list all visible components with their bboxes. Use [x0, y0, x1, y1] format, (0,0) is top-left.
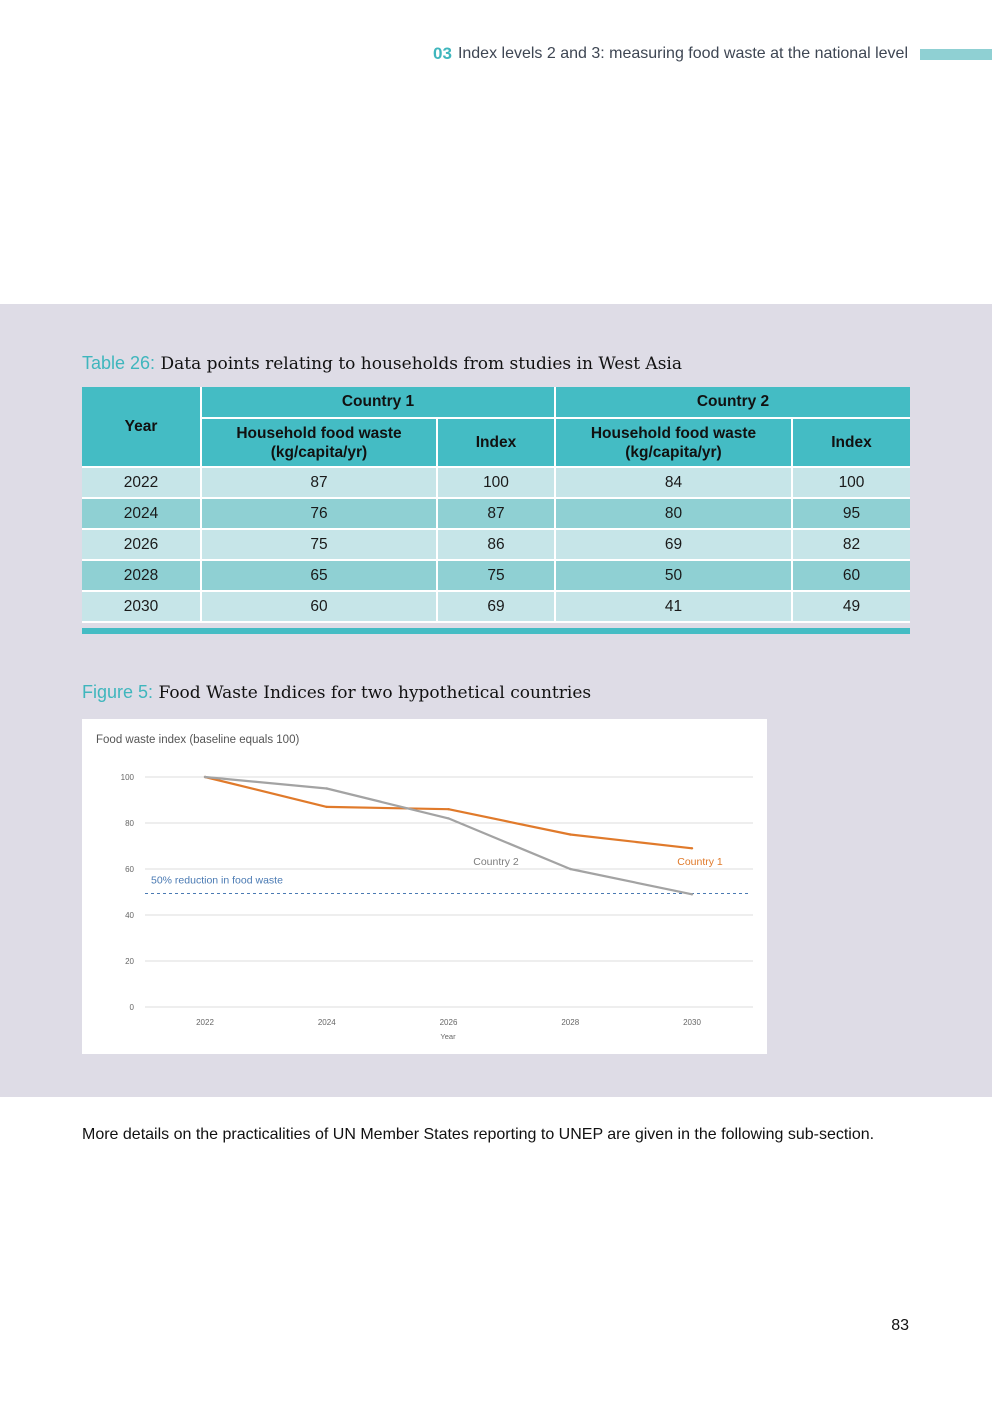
figure-label: Figure 5: [82, 682, 154, 702]
table-caption [82, 353, 682, 374]
x-axis-label: Year [440, 1032, 456, 1041]
y-tick-label: 0 [129, 1003, 134, 1012]
section-number: 03 [433, 44, 452, 63]
table-row [82, 498, 910, 529]
cell-c2-index: 95 [792, 498, 910, 529]
section-title: Index levels 2 and 3: measuring food waste at the national level [457, 45, 908, 62]
chart-title: Food waste index (baseline equals 100) [96, 734, 300, 746]
chart-canvas [82, 719, 767, 1054]
y-tick-label: 20 [125, 957, 134, 966]
country1-header: Country 1 [201, 387, 555, 418]
cell-c1-waste: 60 [201, 591, 437, 622]
c1-waste-header-line1: Household food waste [236, 424, 402, 442]
data-point [691, 893, 693, 895]
cell-c2-index: 60 [792, 560, 910, 591]
data-table [82, 387, 910, 623]
cell-c1-index: 86 [437, 529, 555, 560]
cell-c2-waste: 41 [555, 591, 792, 622]
data-point [447, 817, 449, 819]
data-point [569, 868, 571, 870]
cell-c2-index: 82 [792, 529, 910, 560]
reference-line-label: 50% reduction in food waste [151, 874, 283, 887]
data-point [569, 833, 571, 835]
data-point [326, 787, 328, 789]
x-tick-label: 2024 [317, 1018, 336, 1027]
table-title: Data points relating to households from studies in West Asia [160, 354, 683, 374]
table-row [82, 591, 910, 622]
x-tick-label: 2028 [561, 1018, 580, 1027]
cell-c2-index: 100 [792, 467, 910, 498]
cell-c1-index: 69 [437, 591, 555, 622]
cell-c1-index: 87 [437, 498, 555, 529]
country2-header: Country 2 [555, 387, 910, 418]
cell-c1-waste: 75 [201, 529, 437, 560]
cell-c2-waste: 50 [555, 560, 792, 591]
series-label-1: Country 1 [677, 856, 723, 868]
cell-c1-index: 100 [437, 467, 555, 498]
c2-waste-header [555, 418, 792, 467]
cell-c2-waste: 80 [555, 498, 792, 529]
table-bottom-rule [82, 628, 910, 634]
table-row [82, 467, 910, 498]
table-row [82, 529, 910, 560]
year-header: Year [82, 387, 201, 467]
figure-title: Food Waste Indices for two hypothetical countries [158, 683, 592, 703]
body-paragraph: More details on the practicalities of UN Member States reporting to UNEP are given in the following sub-section. [82, 1126, 875, 1143]
cell-c2-waste: 69 [555, 529, 792, 560]
x-tick-label: 2030 [683, 1018, 701, 1027]
cell-year: 2028 [82, 560, 201, 591]
series-line-1 [205, 777, 692, 848]
data-point [447, 808, 449, 810]
y-tick-label: 60 [125, 865, 134, 874]
y-tick-label: 80 [125, 819, 134, 828]
series-label-2: Country 2 [473, 856, 519, 868]
data-point [204, 776, 206, 778]
header-accent-bar [920, 49, 992, 60]
page-number: 83 [891, 1317, 909, 1334]
c1-index-header: Index [437, 418, 555, 467]
line-chart [82, 719, 767, 1054]
y-tick-label: 100 [120, 773, 134, 782]
cell-c1-index: 75 [437, 560, 555, 591]
cell-year: 2022 [82, 467, 201, 498]
table-row [82, 560, 910, 591]
running-header [433, 43, 992, 65]
c1-waste-header-line2: (kg/capita/yr) [270, 443, 368, 461]
cell-c2-waste: 84 [555, 467, 792, 498]
c2-waste-header-line2: (kg/capita/yr) [625, 443, 722, 461]
table-label: Table 26: [82, 353, 156, 373]
cell-year: 2024 [82, 498, 201, 529]
cell-c2-index: 49 [792, 591, 910, 622]
cell-year: 2026 [82, 529, 201, 560]
cell-c1-waste: 87 [201, 467, 437, 498]
data-point [326, 806, 328, 808]
x-tick-label: 2026 [439, 1018, 458, 1027]
x-tick-label: 2022 [196, 1018, 214, 1027]
figure-caption [82, 682, 591, 703]
cell-year: 2030 [82, 591, 201, 622]
y-tick-label: 40 [125, 911, 134, 920]
c2-waste-header-line1: Household food waste [590, 424, 757, 442]
c2-index-header: Index [792, 418, 910, 467]
cell-c1-waste: 76 [201, 498, 437, 529]
data-point [691, 847, 693, 849]
cell-c1-waste: 65 [201, 560, 437, 591]
c1-waste-header [201, 418, 437, 467]
